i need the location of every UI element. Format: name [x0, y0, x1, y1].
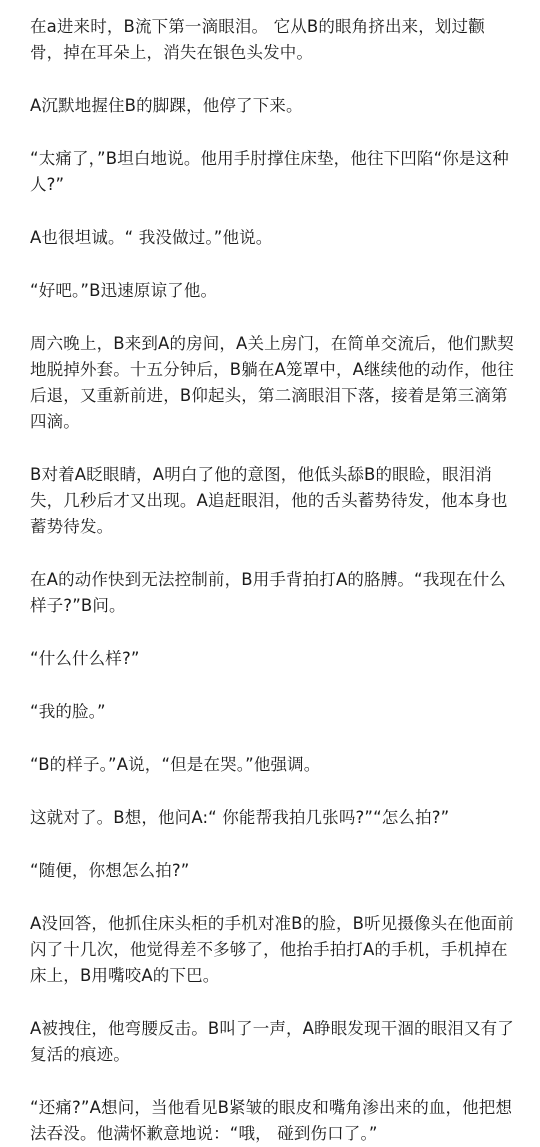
paragraph-14: A没回答，他抓住床头柜的手机对准B的脸，B听见摄像头在他面前闪了十几次，他觉得差不多够了，他抬手拍打A的手机，手机掉在床上，B用嘴咬A的下巴。 — [30, 914, 514, 985]
paragraph-6: 周六晚上，B来到A的房间，A关上房门，在简单交流后，他们默契地脱掉外套。十五分钟后，B躺在A笼罩中，A继续他的动作，他往后退，又重新前进，B仰起头，第二滴眼泪下落，接着是第三滴第四滴。 — [30, 334, 514, 431]
paragraph-4: A也很坦诚。“ 我没做过。”他说。 — [30, 228, 273, 247]
paragraph-11: “B的样子。”A说，“但是在哭。”他强调。 — [30, 755, 321, 774]
paragraph-16: “还痛?”A想问，当他看见B紧皱的眼皮和嘴角渗出来的血，他把想法吞没。他满怀歉意地说：“哦， 碰到伤口了。” — [30, 1098, 513, 1143]
paragraph-1: 在a进来时，B流下第一滴眼泪。 它从B的眼角挤出来，划过颧骨，掉在耳朵上，消失在银色头发中。 — [30, 17, 485, 62]
paragraph-5: “好吧。”B迅速原谅了他。 — [30, 281, 218, 300]
paragraph-12: 这就对了。B想，他问A:“ 你能帮我拍几张吗?”“怎么拍?” — [30, 808, 450, 827]
paragraph-10: “我的脸。” — [30, 702, 106, 721]
paragraph-3: “太痛了，”B坦白地说。他用手肘撑住床垫，他往下凹陷“你是这种人?” — [30, 149, 509, 194]
paragraph-2: A沉默地握住B的脚踝，他停了下来。 — [30, 96, 303, 115]
paragraph-13: “随便，你想怎么拍?” — [30, 861, 190, 880]
paragraph-9: “什么什么样?” — [30, 649, 140, 668]
paragraph-7: B对着A眨眼睛，A明白了他的意图，他低头舔B的眼睑，眼泪消失，几秒后才又出现。A追赶眼泪，他的舌头蓄势待发，他本身也蓄势待发。 — [30, 465, 508, 536]
paragraph-8: 在A的动作快到无法控制前，B用手背拍打A的胳膊。“我现在什么样子?”B问。 — [30, 570, 506, 615]
paragraph-15: A被拽住，他弯腰反击。B叫了一声，A睁眼发现干涸的眼泪又有了复活的痕迹。 — [30, 1019, 514, 1064]
